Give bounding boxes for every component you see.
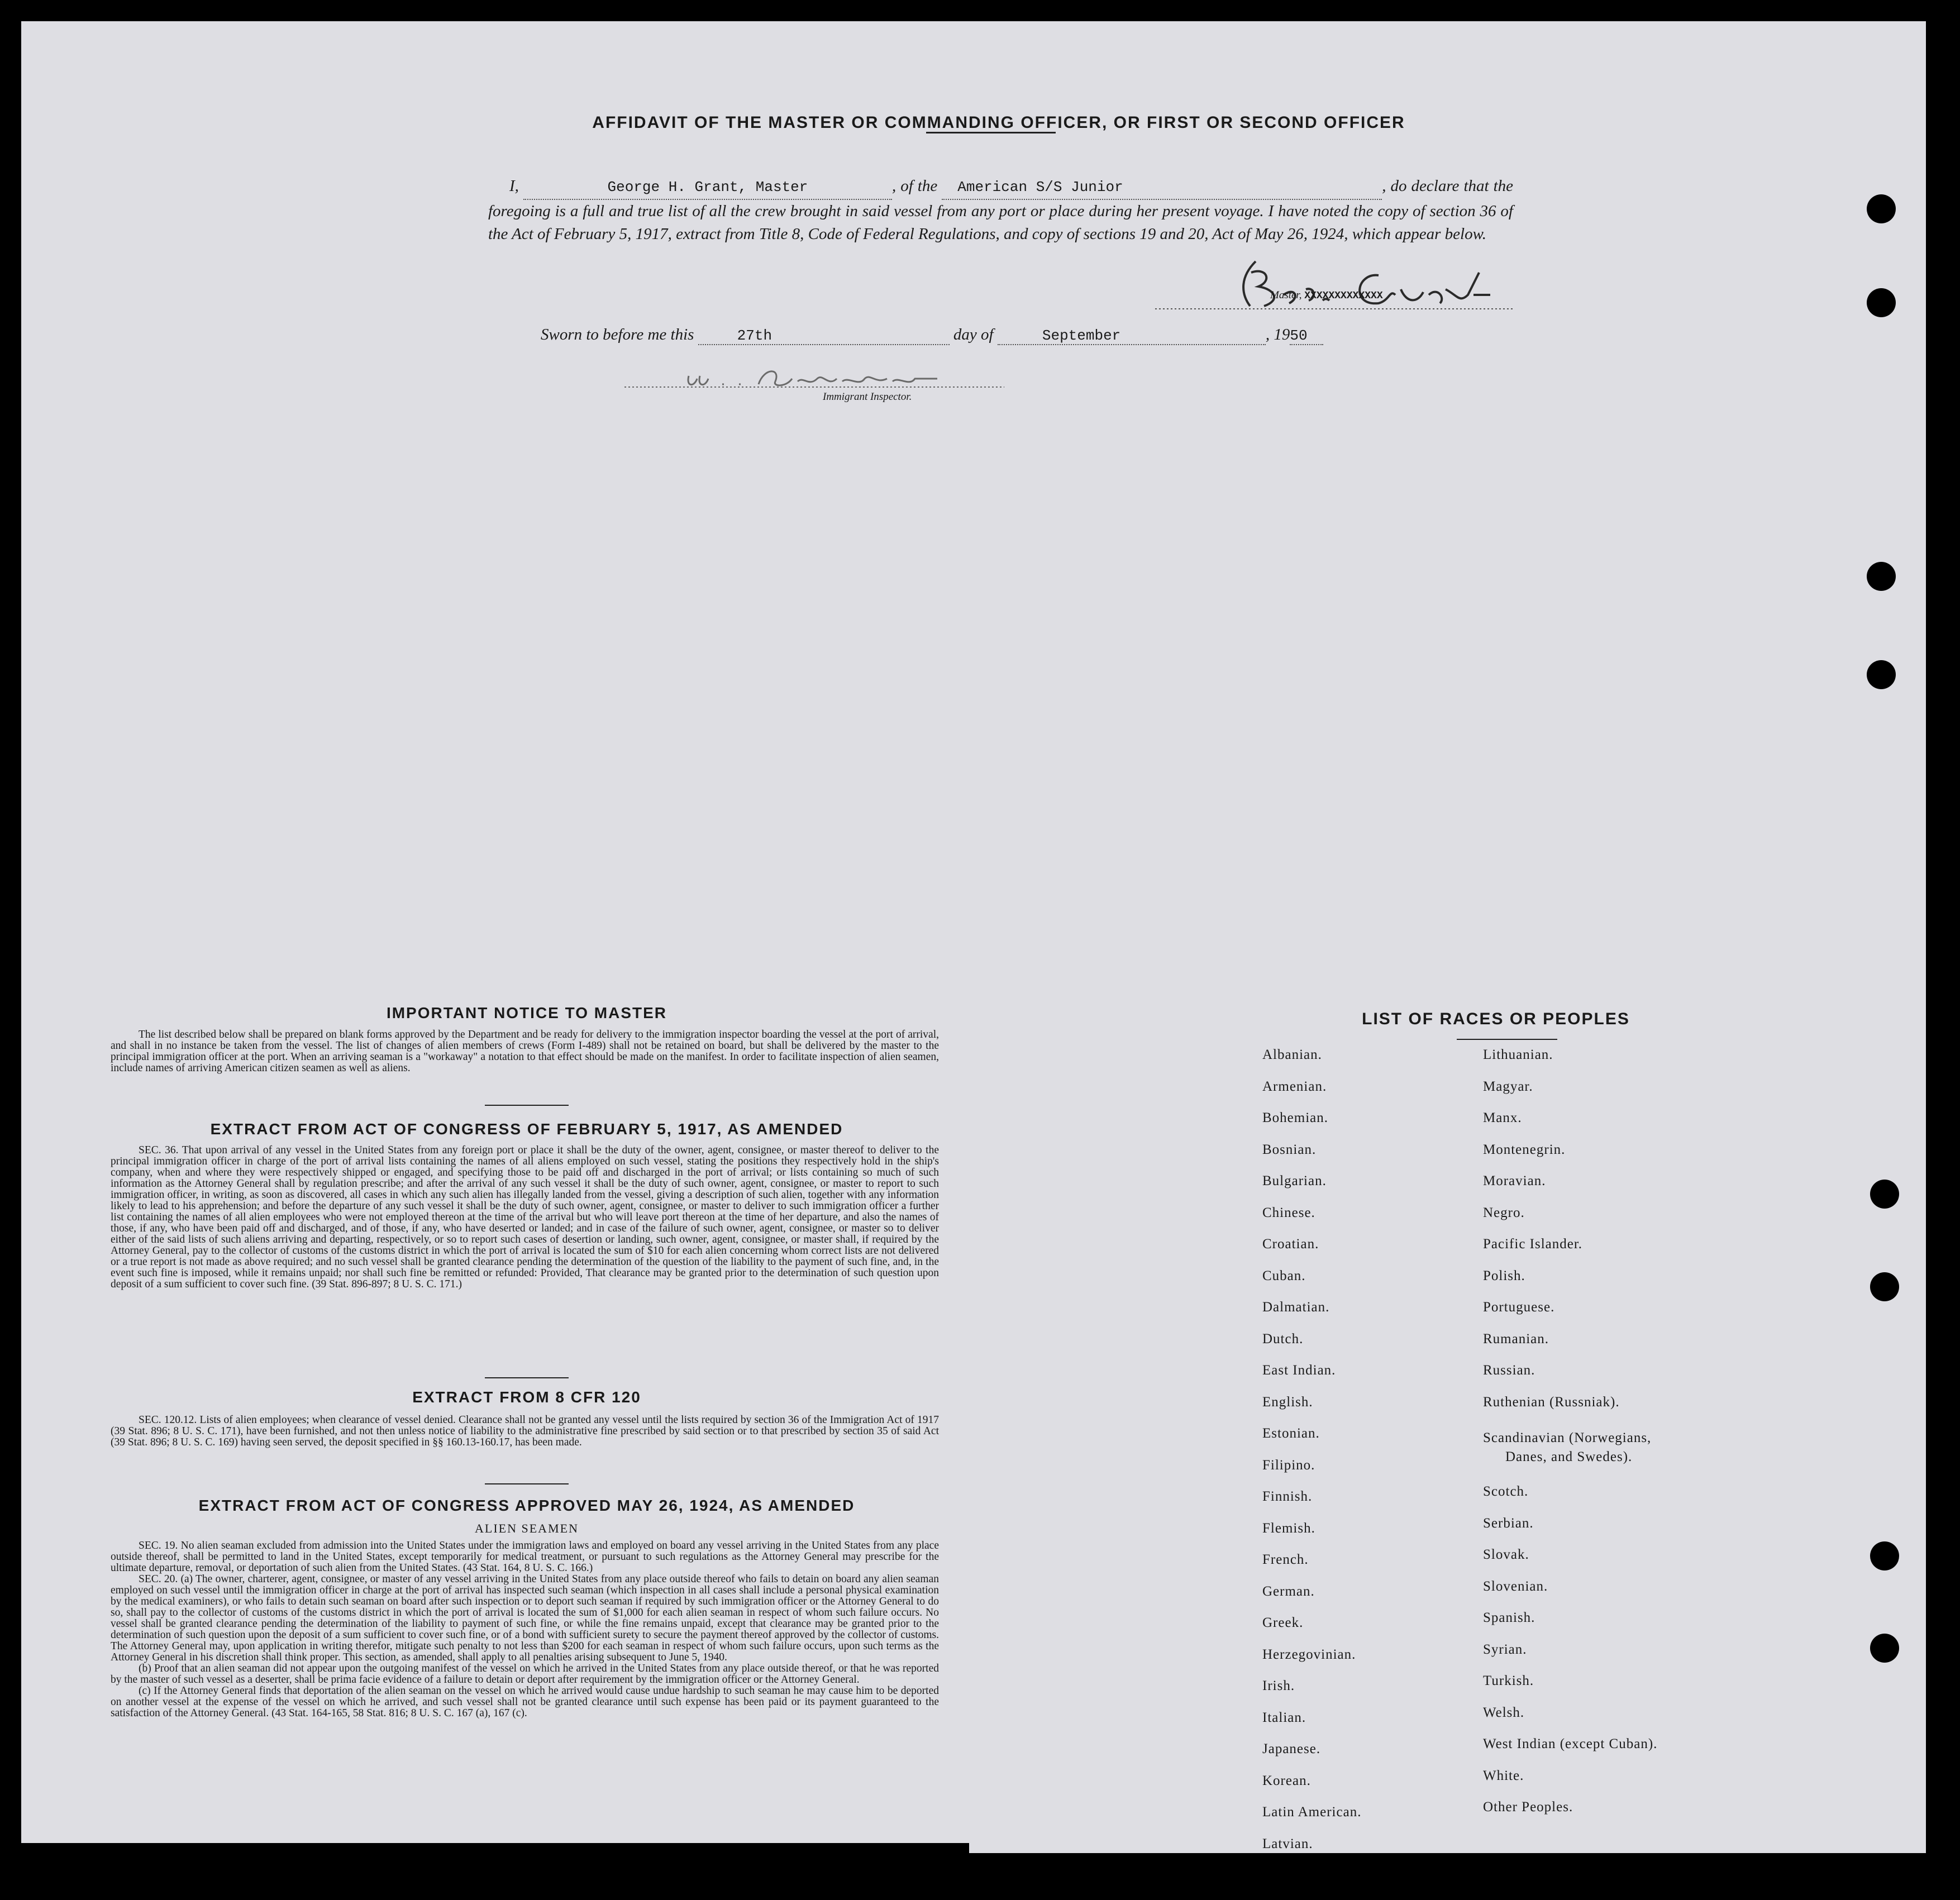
affidavit-text: that the foregoing is a full and true list of all the crew brought in said vessel from any port or place during her present voyage. I have noted the copy of section 36 of the Act of February 5, 1917, extract from Title 8, Code of Federal Regulations, and copy of sections 19 and 20, Act of May 26, 1924, which appear below.	[488, 177, 1514, 243]
race-item: Italian.	[1262, 1710, 1306, 1725]
inspector-signature	[624, 362, 1004, 395]
races-title: LIST OF RACES OR PEOPLES	[1362, 1010, 1630, 1028]
document-page	[21, 21, 1926, 1870]
of-the-label: , of the	[891, 177, 938, 195]
notice-text: The list described below shall be prepared on blank forms approved by the Department and be ready for delivery to the immigration inspector boarding the vessel at the port of arrival, and shall in no instance be taken from the vessel. The list of changes of alien members of crews (Form I-489) shall not be retained on board, but shall be delivered by the master to the principal immigration officer at the port. When an arriving seaman is a "workaway" a notation to that effect should be made on the manifest. In order to facilitate inspection of alien seamen, include names of arriving American citizen seamen as well as aliens.	[111, 1029, 939, 1074]
race-item: Spanish.	[1483, 1610, 1535, 1625]
race-item: Scotch.	[1483, 1484, 1529, 1499]
race-item: Negro.	[1483, 1205, 1525, 1220]
notice-divider	[485, 1105, 569, 1106]
inspector-caption: Immigrant Inspector.	[823, 391, 912, 403]
declare-label: , do declare	[1382, 177, 1460, 195]
punch-hole	[1870, 1541, 1899, 1570]
race-item: Magyar.	[1483, 1078, 1533, 1094]
race-item: West Indian (except Cuban).	[1483, 1736, 1658, 1751]
race-item: German.	[1262, 1583, 1315, 1599]
punch-hole	[1867, 194, 1896, 223]
race-item: Armenian.	[1262, 1078, 1327, 1094]
race-item: Moravian.	[1483, 1173, 1546, 1188]
master-signature	[1155, 256, 1513, 320]
race-item: French.	[1262, 1552, 1309, 1567]
affidavit-title: AFFIDAVIT OF THE MASTER OR COMMANDING OFFICER, OR FIRST OR SECOND OFFICER	[592, 113, 1405, 132]
race-item: White.	[1483, 1768, 1524, 1783]
extract-1924-sec20b: (b) Proof that an alien seaman did not appear upon the outgoing manifest of the vessel on which he arrived in the United States from any place outside thereof, or that he was reported by the master of such vessel as a deserter, shall be prima facie evidence of a failure to detain or deport after requirement by the immigration officer or the Attorney General.	[111, 1663, 939, 1686]
extract-1924-sec20a: SEC. 20. (a) The owner, charterer, agent, consignee, or master of any vessel arriving in the United States from any place outside thereof who fails to detain on board any alien seaman employed on such vessel until the immigration officer in charge at the port of arrival has inspected such seaman (which inspection in all cases shall include a personal physical examination by the medical examiners), or who fails to detain such seaman on board after such inspection or to deport such seaman if required by such immigration officer or the Attorney General to do so, shall pay to the collector of customs of the customs district in which the port of arrival is located the sum of $1,000 for each alien seaman in respect of whom such failure occurs. No vessel shall be granted clearance pending the determination of the liability to payment of such fine, or while the fine remains unpaid, except that clearance may be granted prior to the determination of such question upon the deposit of a sum sufficient to cover such fine, or of a bond with sufficient surety to secure the payment thereof approved by the collector of customs. The Attorney General may, upon application in writing therefor, mitigate such penalty to not less than $200 for each seaman in respect of whom such failure occurs, upon such terms as the Attorney General in his discretion shall think proper. This section, as amended, shall apply to all penalties arising subsequent to June 5, 1940.	[111, 1573, 939, 1663]
affidavit-i: I,	[509, 177, 519, 195]
day-field: 27th	[737, 327, 772, 344]
races-column-left	[1262, 1039, 1361, 1860]
master-struck-text: XXXXXXXXXXXXX	[1304, 290, 1383, 302]
race-item: Rumanian.	[1483, 1331, 1549, 1347]
race-item: Slovak.	[1483, 1547, 1529, 1562]
race-item: Pacific Islander.	[1483, 1237, 1583, 1252]
race-item: Cuban.	[1262, 1268, 1306, 1283]
sworn-line: Sworn to before me this 27th day of September , 1950	[541, 326, 1323, 345]
race-item: Manx.	[1483, 1110, 1522, 1125]
race-item: Latvian.	[1262, 1836, 1313, 1851]
race-item: Bohemian.	[1262, 1110, 1329, 1125]
race-item: Russian.	[1483, 1363, 1535, 1378]
race-item: Welsh.	[1483, 1705, 1525, 1720]
race-item: Turkish.	[1483, 1673, 1534, 1688]
extract-1917-title: EXTRACT FROM ACT OF CONGRESS OF FEBRUARY 5, 1917, AS AMENDED	[210, 1120, 843, 1138]
vessel-name-field: American S/S Junior	[957, 179, 1123, 195]
race-item: Filipino.	[1262, 1457, 1315, 1473]
race-item: Slovenian.	[1483, 1578, 1548, 1594]
punch-hole	[1867, 288, 1896, 317]
race-item: Korean.	[1262, 1773, 1311, 1788]
extract-1924-subtitle: ALIEN SEAMEN	[475, 1521, 579, 1535]
extract-divider-2	[485, 1483, 569, 1484]
punch-hole	[1870, 1272, 1899, 1301]
extract-1924-sec19: SEC. 19. No alien seaman excluded from admission into the United States under the immigration laws and employed on board any vessel arriving in the United States from any place outside thereof, shall be permitted to land in the United States, except temporarily for medical treatment, or pursuant to such regulations as the Attorney General may prescribe for the ultimate departure, removal, or deportation of such alien from the United States. (43 Stat. 164, 8 U. S. C. 166.)	[111, 1540, 939, 1574]
races-column-right-bottom	[1483, 1476, 1657, 1823]
extract-cfr-text: SEC. 120.12. Lists of alien employees; when clearance of vessel denied. Clearance shall not be granted any vessel until the lists required by section 36 of the Immigration Act of 1917 (39 Stat. 896; 8 U. S. C. 171), have been furnished, and not then unless notice of liability to the administrative fine prescribed by said section or to that prescribed by section 35 of said Act (39 Stat. 896; 8 U. S. C. 169) having seen served, the deposit specified in §§ 160.13-160.17, has been made.	[111, 1414, 939, 1448]
race-item: Ruthenian (Russniak).	[1483, 1394, 1620, 1410]
extract-1924-title: EXTRACT FROM ACT OF CONGRESS APPROVED MAY 26, 1924, AS AMENDED	[198, 1497, 855, 1514]
race-item: Dalmatian.	[1262, 1300, 1330, 1315]
race-item: Herzegovinian.	[1262, 1646, 1356, 1662]
extract-1924-text	[111, 1540, 939, 1719]
race-item: Other Peoples.	[1483, 1799, 1573, 1815]
race-item: Bosnian.	[1262, 1142, 1317, 1157]
race-item: Bulgarian.	[1262, 1173, 1327, 1188]
race-item: English.	[1262, 1394, 1313, 1410]
title-divider	[926, 132, 1056, 133]
punch-hole	[1870, 1180, 1899, 1209]
notice-title: IMPORTANT NOTICE TO MASTER	[386, 1004, 667, 1021]
race-item: Syrian.	[1483, 1641, 1527, 1657]
race-item: Dutch.	[1262, 1331, 1304, 1347]
punch-hole	[1867, 660, 1896, 689]
race-item: Finnish.	[1262, 1489, 1313, 1504]
race-item: Portuguese.	[1483, 1300, 1555, 1315]
extract-1917-text: SEC. 36. That upon arrival of any vessel in the United States from any foreign port or place it shall be the duty of the owner, agent, consignee, or master thereof to deliver to the principal immigration officer in charge of the port of arrival lists containing the names of all aliens employed on such vessel, stating the positions they respectively hold in the ship's company, when and where they were respectively shipped or engaged, and specifying those to be paid off and discharged in the port of arrival; or lists containing so much of such information as the Attorney General shall by regulation prescribe; and after the arrival of any such vessel it shall be the duty of such owner, agent, consignee, or master to report to such immigration officer, in writing, as soon as discovered, all cases in which any such alien has illegally landed from the vessel, giving a description of such alien, together with any information likely to lead to his apprehension; and before the departure of any such vessel it shall be the duty of such owner, agent, consignee, or master to deliver to such immigration officer a further list containing the names of all alien employees who were not employed thereon at the time of the arrival but who will leave port thereon at the time of her departure, and also the names of those, if any, who have been paid off and discharged, and of those, if any, who have deserted or landed; and in case of the failure of such owner, agent, consignee, or master so to deliver either of the said lists of such aliens arriving and departing, respectively, or so to report such cases of desertion or landing, such owner, agent, consignee, or master shall, if required by the Attorney General, pay to the collector of customs of the customs district in which the port of arrival is located the sum of $10 for each alien concerning whom correct lists are not delivered or a true report is not made as above required; and no such vessel shall be granted clearance pending the determination of the question of the liability to the payment of such fine, and, in the event such fine is imposed, while it remains unpaid; nor shall such fine be remitted or refunded: Provided, That clearance may be granted prior to the determination of such question upon deposit of a sum sufficient to cover such fine. (39 Stat. 896-897; 8 U. S. C. 171.)	[111, 1144, 939, 1290]
race-item: Polish.	[1483, 1268, 1525, 1283]
race-item: Greek.	[1262, 1615, 1304, 1630]
extract-1924-sec20c: (c) If the Attorney General finds that deportation of the alien seaman on the vessel on which he arrived would cause undue hardship to such seaman he may cause him to be deported on another vessel at the expense of the vessel on which he arrived, and such vessel shall not be granted clearance until such expense has been paid or its payment guaranteed to the satisfaction of the Attorney General. (43 Stat. 164-165, 58 Stat. 816; 8 U. S. C. 167 (a), 167 (c).	[111, 1685, 939, 1719]
race-item: Flemish.	[1262, 1520, 1315, 1536]
extract-cfr-title: EXTRACT FROM 8 CFR 120	[412, 1388, 641, 1406]
race-item: Montenegrin.	[1483, 1142, 1566, 1157]
race-item: Irish.	[1262, 1678, 1295, 1693]
master-caption: Master, XXXXXXXXXXXXX	[1270, 289, 1383, 302]
master-name-field: George H. Grant, Master	[607, 179, 808, 195]
punch-hole	[1867, 562, 1896, 591]
race-scandinavian: Scandinavian (Norwegians, Danes, and Swedes).	[1483, 1430, 1652, 1464]
year-field: 50	[1290, 327, 1308, 344]
race-item: Chinese.	[1262, 1205, 1315, 1220]
bottom-edge-left	[0, 1843, 969, 1877]
race-item: Lithuanian.	[1483, 1047, 1553, 1062]
race-item: Japanese.	[1262, 1741, 1321, 1756]
bottom-edge-right	[969, 1853, 1927, 1881]
race-item: East Indian.	[1262, 1363, 1336, 1378]
race-item: Albanian.	[1262, 1047, 1322, 1062]
races-column-right-top	[1483, 1039, 1620, 1418]
punch-hole	[1870, 1634, 1899, 1663]
extract-divider-1	[485, 1377, 569, 1378]
month-field: September	[1042, 327, 1121, 344]
affidavit-body	[488, 175, 1513, 246]
race-item: Croatian.	[1262, 1237, 1319, 1252]
race-item: Serbian.	[1483, 1515, 1534, 1531]
race-item: Latin American.	[1262, 1804, 1362, 1820]
race-item: Estonian.	[1262, 1426, 1320, 1441]
